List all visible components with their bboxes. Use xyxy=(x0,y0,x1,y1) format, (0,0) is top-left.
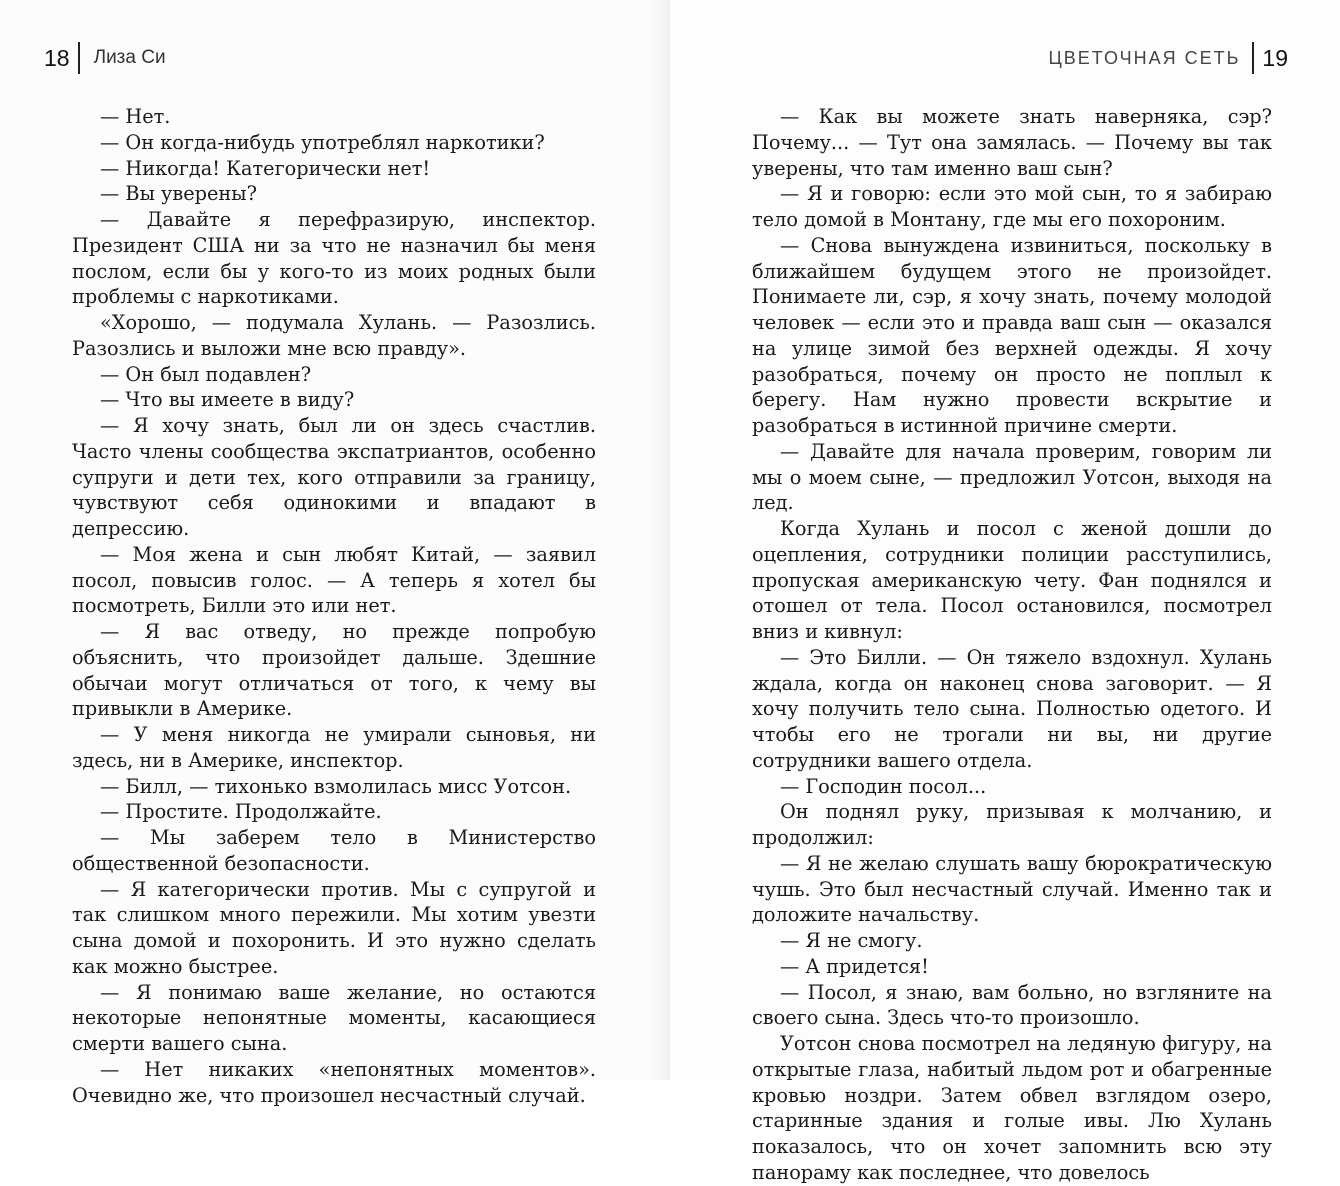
paragraph: — Нет никаких «непонятных моментов». Очевидно же, что произошел несчастный случай. xyxy=(72,1057,596,1107)
paragraph: — Я не желаю слушать вашу бюрократическую чушь. Это был несчастный случай. Именно так и доложите начальству. xyxy=(752,851,1272,927)
paragraph: — Посол, я знаю, вам больно, но взгляните на своего сына. Здесь что-то произошло. xyxy=(752,980,1272,1030)
paragraph: — Вы уверены? xyxy=(100,182,257,206)
paragraph: — Нет. xyxy=(100,105,171,128)
paragraph: — Что вы имеете в виду? xyxy=(100,388,355,412)
paragraph: Уотсон снова посмотрел на ледяную фигуру, на открытые глаза, набитый льдом рот и обагренные кровью ноздри. Затем обвел взглядом озеро, старинные здания и голые ивы. Лю Хулань показалось, что он хочет запомнить всю эту панораму как последнее, что довелось xyxy=(752,1032,1272,1184)
left-header xyxy=(44,38,166,78)
header-divider-left xyxy=(78,42,80,74)
right-text-block xyxy=(752,104,1272,1186)
paragraph: — Билл, — тихонько взмолилась мисс Уотсон. xyxy=(100,774,572,798)
paragraph: — Я понимаю ваше желание, но остаются некоторые непонятные моменты, касающиеся смерти вашего сына. xyxy=(72,980,596,1055)
paragraph: — Он когда-нибудь употреблял наркотики? xyxy=(100,130,545,154)
paragraph: — Он был подавлен? xyxy=(100,362,312,386)
running-head-title: ЦВЕТОЧНАЯ СЕТЬ xyxy=(1048,47,1241,68)
paragraph: «Хорошо, — подумала Хулань. — Разозлись. Разозлись и выложи мне всю правду». xyxy=(72,311,596,360)
paragraph: — Я хочу знать, был ли он здесь счастлив. Часто члены сообщества экспатриантов, особенно супруги и дети тех, кого отправили за границу, чувствуют себя одинокими и впадают в депрессию. xyxy=(72,414,596,540)
header-divider-right xyxy=(1252,42,1254,74)
paragraph: — Господин посол... xyxy=(780,774,987,798)
paragraph: — У меня никогда не умирали сыновья, ни здесь, ни в Америке, инспектор. xyxy=(72,723,596,772)
running-head-author: Лиза Си xyxy=(93,47,166,68)
page-number-right: 19 xyxy=(1262,44,1288,71)
paragraph: — Я категорически против. Мы с супругой и так слишком много пережили. Мы хотим увезти сына домой и похоронить. И это нужно сделать как можно быстрее. xyxy=(72,877,596,978)
paragraph: — Моя жена и сын любят Китай, — заявил посол, повысив голос. — А теперь я хотел бы посмотреть, Билли это или нет. xyxy=(72,542,596,618)
paragraph: Когда Хулань и посол с женой дошли до оцепления, сотрудники полиции расступились, пропуская американскую чету. Фан поднялся и отошел от тела. Посол остановился, посмотрел вниз и кивнул: xyxy=(752,517,1272,643)
paragraph: — Я вас отведу, но прежде попробую объяснить, что произойдет дальше. Здешние обычаи могут отличаться от того, к чему вы привыкли в Америке. xyxy=(72,620,596,721)
page-number-left: 18 xyxy=(44,44,70,71)
paragraph: — Снова вынуждена извиниться, поскольку в ближайшем будущем этого не произойдет. Понимаете ли, сэр, я хочу знать, почему молодой человек — если это и правда ваш сын — оказался на улице зимой без верхней одежды. Я хочу разобраться, почему он просто не поплыл к берегу. Нам нужно провести вскрытие и разобраться в истинной причине смерти. xyxy=(752,233,1272,437)
paragraph: — Давайте для начала проверим, говорим ли мы о моем сыне, — предложил Уотсон, выходя на лед. xyxy=(752,439,1272,515)
paragraph: — Мы заберем тело в Министерство общественной безопасности. xyxy=(72,826,596,875)
paragraph: — Я не смогу. xyxy=(780,929,923,952)
paragraph: Он поднял руку, призывая к молчанию, и продолжил: xyxy=(752,800,1272,849)
paragraph: — Как вы можете знать наверняка, сэр? Почему... — Тут она замялась. — Почему вы так уверены, что там именно ваш сын? xyxy=(752,105,1272,180)
paragraph: — Давайте я перефразирую, инспектор. Президент США ни за что не назначил бы меня послом, если бы у кого-то из моих родных были проблемы с наркотиками. xyxy=(72,208,596,309)
paragraph: — А придется! xyxy=(780,954,929,978)
left-text-block xyxy=(72,104,596,1108)
right-header xyxy=(1048,38,1288,78)
paragraph: — Простите. Продолжайте. xyxy=(100,800,382,824)
left-page xyxy=(0,0,670,1107)
paragraph: — Никогда! Категорически нет! xyxy=(100,156,431,180)
right-page xyxy=(670,0,1340,1184)
paragraph: — Это Билли. — Он тяжело вздохнул. Хулань ждала, когда он наконец снова заговорит. — Я хочу получить тело сына. Полностью одетого. И чтобы его не трогали ни вы, ни другие сотрудники вашего отдела. xyxy=(752,645,1272,772)
paragraph: — Я и говорю: если это мой сын, то я забираю тело домой в Монтану, где мы его похороним. xyxy=(752,182,1272,231)
